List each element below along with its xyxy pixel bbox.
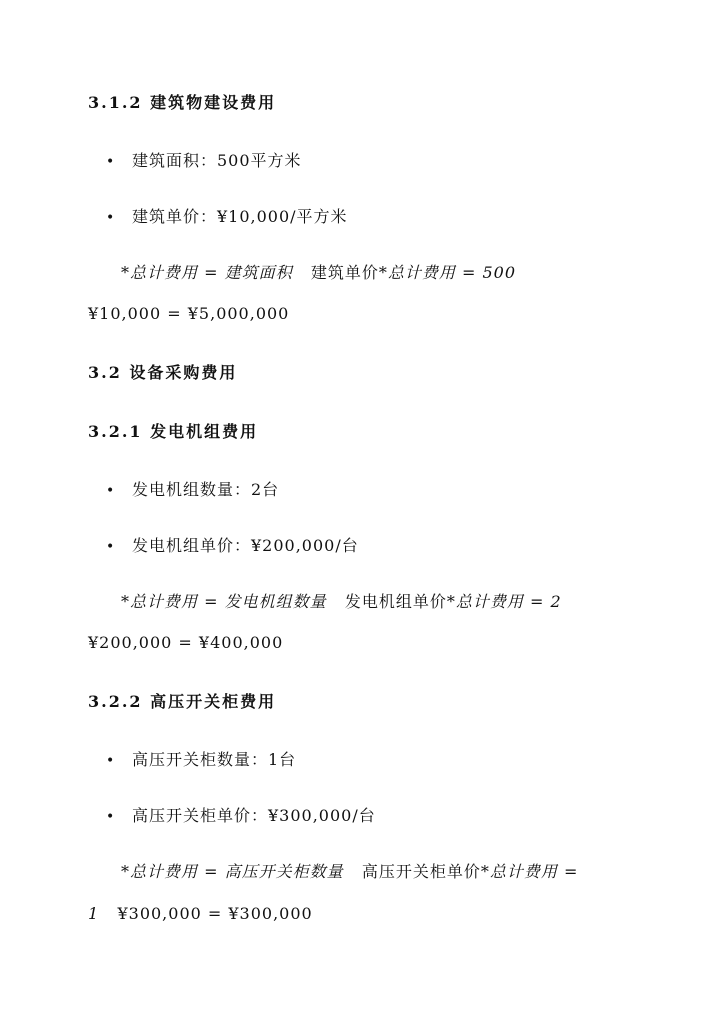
bullet-icon: • [106, 753, 116, 769]
list-item-text: 高压开关柜数量：1台 [132, 750, 297, 769]
bullet-icon: • [106, 539, 116, 555]
bullet-icon: • [106, 483, 116, 499]
calc-part: *总计费用 = 建筑面积 [121, 263, 293, 282]
section-heading-3-2-1: 3.2.1 发电机组费用 [88, 422, 259, 441]
calculation-result: ¥200,000 = ¥400,000 [88, 633, 284, 652]
list-item-text: 建筑单价：¥10,000/平方米 [132, 207, 348, 226]
calc-part: 高压开关柜单价 [361, 862, 481, 881]
calc-part: *总计费用 = 发电机组数量 [121, 592, 327, 611]
section-heading-3-2: 3.2 设备采购费用 [88, 363, 238, 382]
calculation-result [88, 904, 313, 923]
bullet-icon: • [106, 154, 116, 170]
calc-part: *总计费用 = 500 [378, 263, 516, 282]
calc-part: 发电机组单价 [344, 592, 447, 611]
list-item-text: 发电机组单价：¥200,000/台 [132, 536, 359, 555]
calc-part: *总计费用 = 高压开关柜数量 [121, 862, 344, 881]
bullet-icon: • [106, 809, 116, 825]
calculation-result: ¥10,000 = ¥5,000,000 [88, 304, 290, 323]
list-item [106, 204, 348, 227]
list-item [106, 148, 302, 171]
list-item-text: 建筑面积：500平方米 [132, 151, 302, 170]
calc-part: *总计费用 = 2 [446, 592, 562, 611]
section-heading-3-2-2: 3.2.2 高压开关柜费用 [88, 692, 277, 711]
list-item [106, 747, 296, 770]
bullet-icon: • [106, 210, 116, 226]
calculation-line [121, 859, 578, 882]
calculation-line [121, 260, 516, 283]
calc-part: *总计费用 = [480, 862, 579, 881]
calculation-line [121, 589, 562, 612]
calc-part: 1 [88, 904, 100, 923]
section-heading-3-1-2: 3.1.2 建筑物建设费用 [88, 93, 277, 112]
calc-part: ¥300,000 = ¥300,000 [117, 904, 313, 923]
list-item [106, 803, 376, 826]
calc-part: 建筑单价 [310, 263, 379, 282]
list-item [106, 533, 359, 556]
list-item-text: 发电机组数量：2台 [132, 480, 280, 499]
list-item [106, 477, 279, 500]
list-item-text: 高压开关柜单价：¥300,000/台 [132, 806, 376, 825]
